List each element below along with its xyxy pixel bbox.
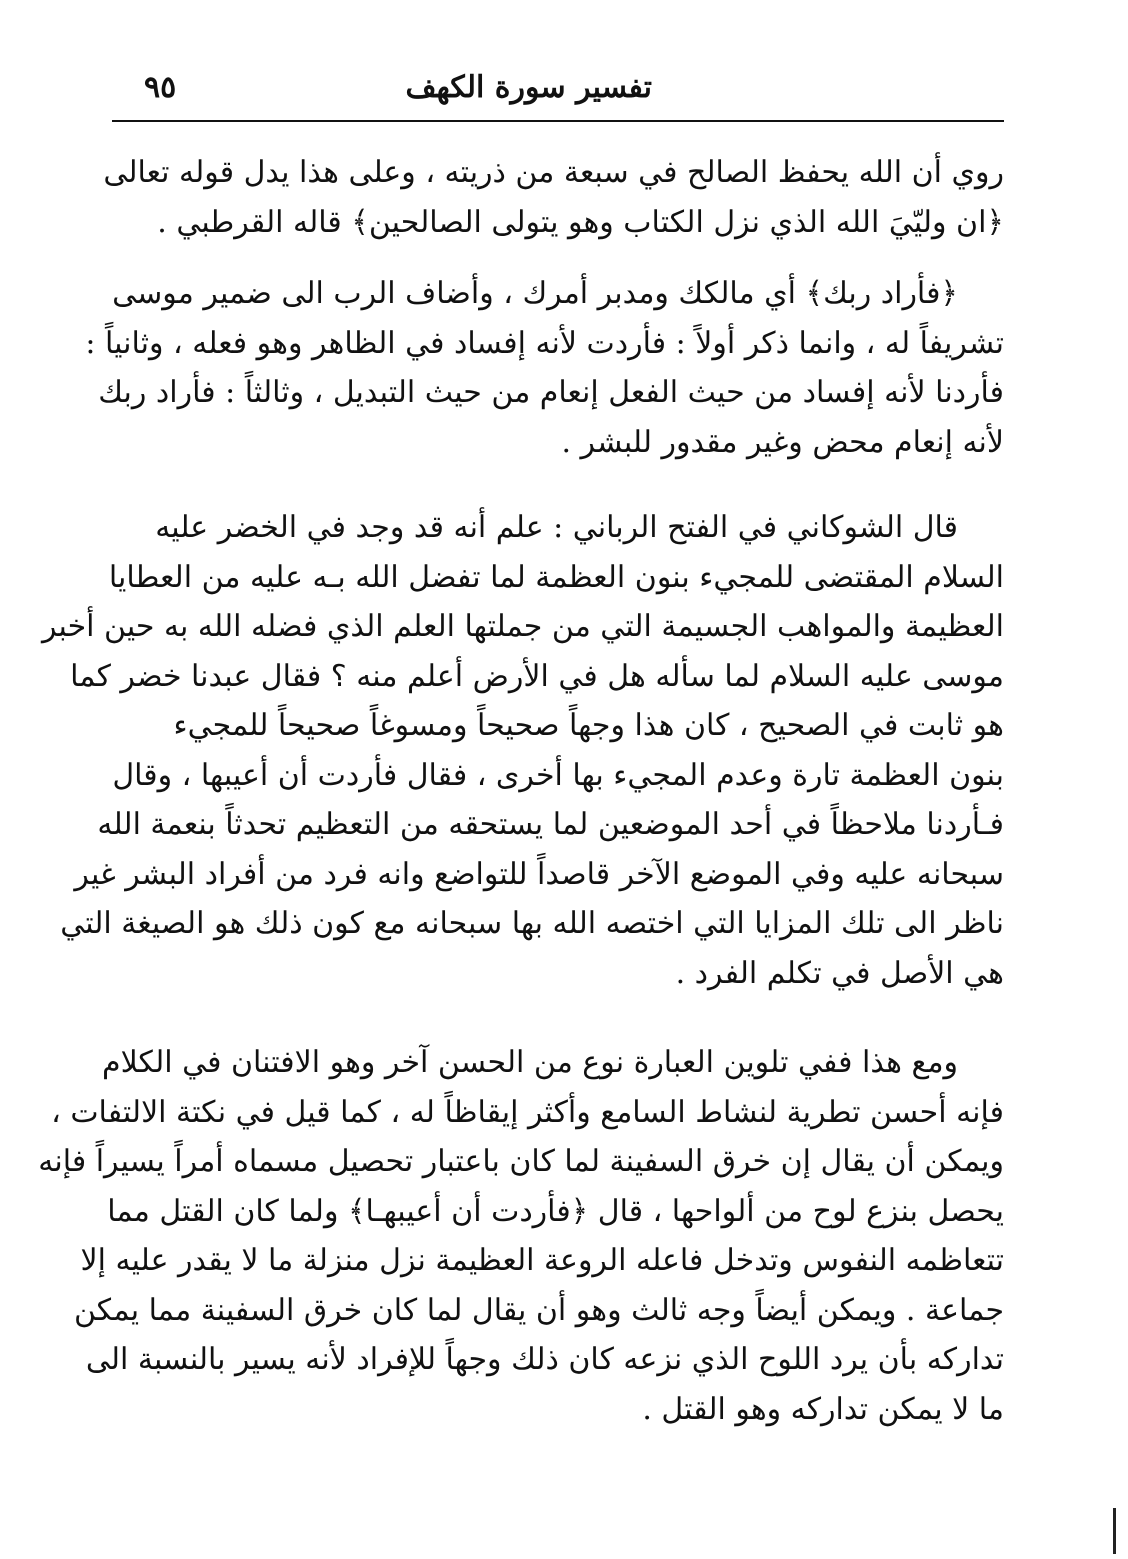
text-line: فأردنا لأنه إفساد من حيث الفعل إنعام من حيث التبديل ، وثالثاً : فأراد ربك	[98, 375, 1004, 410]
running-title: تفسير سورة الكهف	[405, 70, 652, 105]
text-line: هي الأصل في تكلم الفرد .	[675, 955, 1004, 991]
text-line: تداركه بأن يرد اللوح الذي نزعه كان ذلك وجهاً للإفراد لأنه يسير بالنسبة الى	[85, 1342, 1004, 1377]
text-line: يحصل بنزع لوح من ألواحها ، قال ﴿فأردت أن أعيبهـا﴾ ولما كان القتل مما	[107, 1193, 1004, 1229]
text-line: بنون العظمة تارة وعدم المجيء بها أخرى ، فقال فأردت أن أعيبها ، وقال	[112, 757, 1004, 793]
text-line: جماعة . ويمكن أيضاً وجه ثالث وهو أن يقال لما كان خرق السفينة مما يمكن	[73, 1292, 1004, 1328]
text-line: ناظر الى تلك المزايا التي اختصه الله بها سبحانه مع كون ذلك هو الصيغة التي	[60, 906, 1004, 941]
text-line: العظيمة والمواهب الجسيمة التي من جملتها العلم الذي فضله الله به حين أخبر	[41, 609, 1004, 644]
header-rule	[112, 120, 1004, 122]
text-line: ﴿فأراد ربك﴾ أي مالكك ومدبر أمرك ، وأضاف الرب الى ضمير موسى	[112, 276, 958, 311]
text-line: لأنه إنعام محض وغير مقدور للبشر .	[561, 424, 1004, 460]
paragraph-3	[41, 503, 1004, 998]
paragraph-1	[103, 148, 1004, 247]
text-line: ومع هذا ففي تلوين العبارة نوع من الحسن آخر وهو الافتنان في الكلام	[102, 1045, 958, 1080]
text-line: روي أن الله يحفظ الصالح في سبعة من ذريته ، وعلى هذا يدل قوله تعالى	[103, 155, 1004, 190]
text-line: ما لا يمكن تداركه وهو القتل .	[642, 1391, 1004, 1427]
text-line: تتعاظمه النفوس وتدخل فاعله الروعة العظيمة نزل منزلة ما لا يقدر عليه إلا	[80, 1243, 1004, 1278]
text-line: سبحانه عليه وفي الموضع الآخر قاصداً للتواضع وانه فرد من أفراد البشر غير	[74, 856, 1004, 892]
paragraph-4	[38, 1038, 1004, 1434]
text-line: ﴿ان وليّيَ الله الذي نزل الكتاب وهو يتولى الصالحين﴾ قاله القرطبي .	[157, 204, 1004, 240]
text-line: فـأردنا ملاحظاً في أحد الموضعين لما يستحقه من التعظيم تحدثاً بنعمة الله	[97, 807, 1004, 842]
text-line: ويمكن أن يقال إن خرق السفينة لما كان باعتبار تحصيل مسماه أمراً يسيراً فإنه	[38, 1144, 1004, 1179]
paragraph-2	[85, 269, 1004, 467]
page-number: ٩٥	[144, 70, 177, 105]
text-line: السلام المقتضى للمجيء بنون العظمة لما تفضل الله بـه عليه من العطايا	[108, 559, 1004, 595]
text-line: قال الشوكاني في الفتح الرباني : علم أنه قد وجد في الخضر عليه	[155, 510, 958, 545]
scan-edge-mark	[1113, 1508, 1116, 1554]
text-line: موسى عليه السلام لما سأله هل في الأرض أعلم منه ؟ فقال عبدنا خضر كما	[70, 658, 1004, 694]
body-text	[38, 148, 1004, 1434]
text-line: فإنه أحسن تطرية لنشاط السامع وأكثر إيقاظاً له ، كما قيل في نكتة الالتفات ،	[51, 1094, 1004, 1130]
text-line: تشريفاً له ، وانما ذكر أولاً : فأردت لأنه إفساد في الظاهر وهو فعله ، وثانياً :	[85, 325, 1004, 361]
page-header	[112, 68, 1002, 116]
text-line: هو ثابت في الصحيح ، كان هذا وجهاً صحيحاً ومسوغاً صحيحاً للمجيء	[173, 708, 1004, 743]
